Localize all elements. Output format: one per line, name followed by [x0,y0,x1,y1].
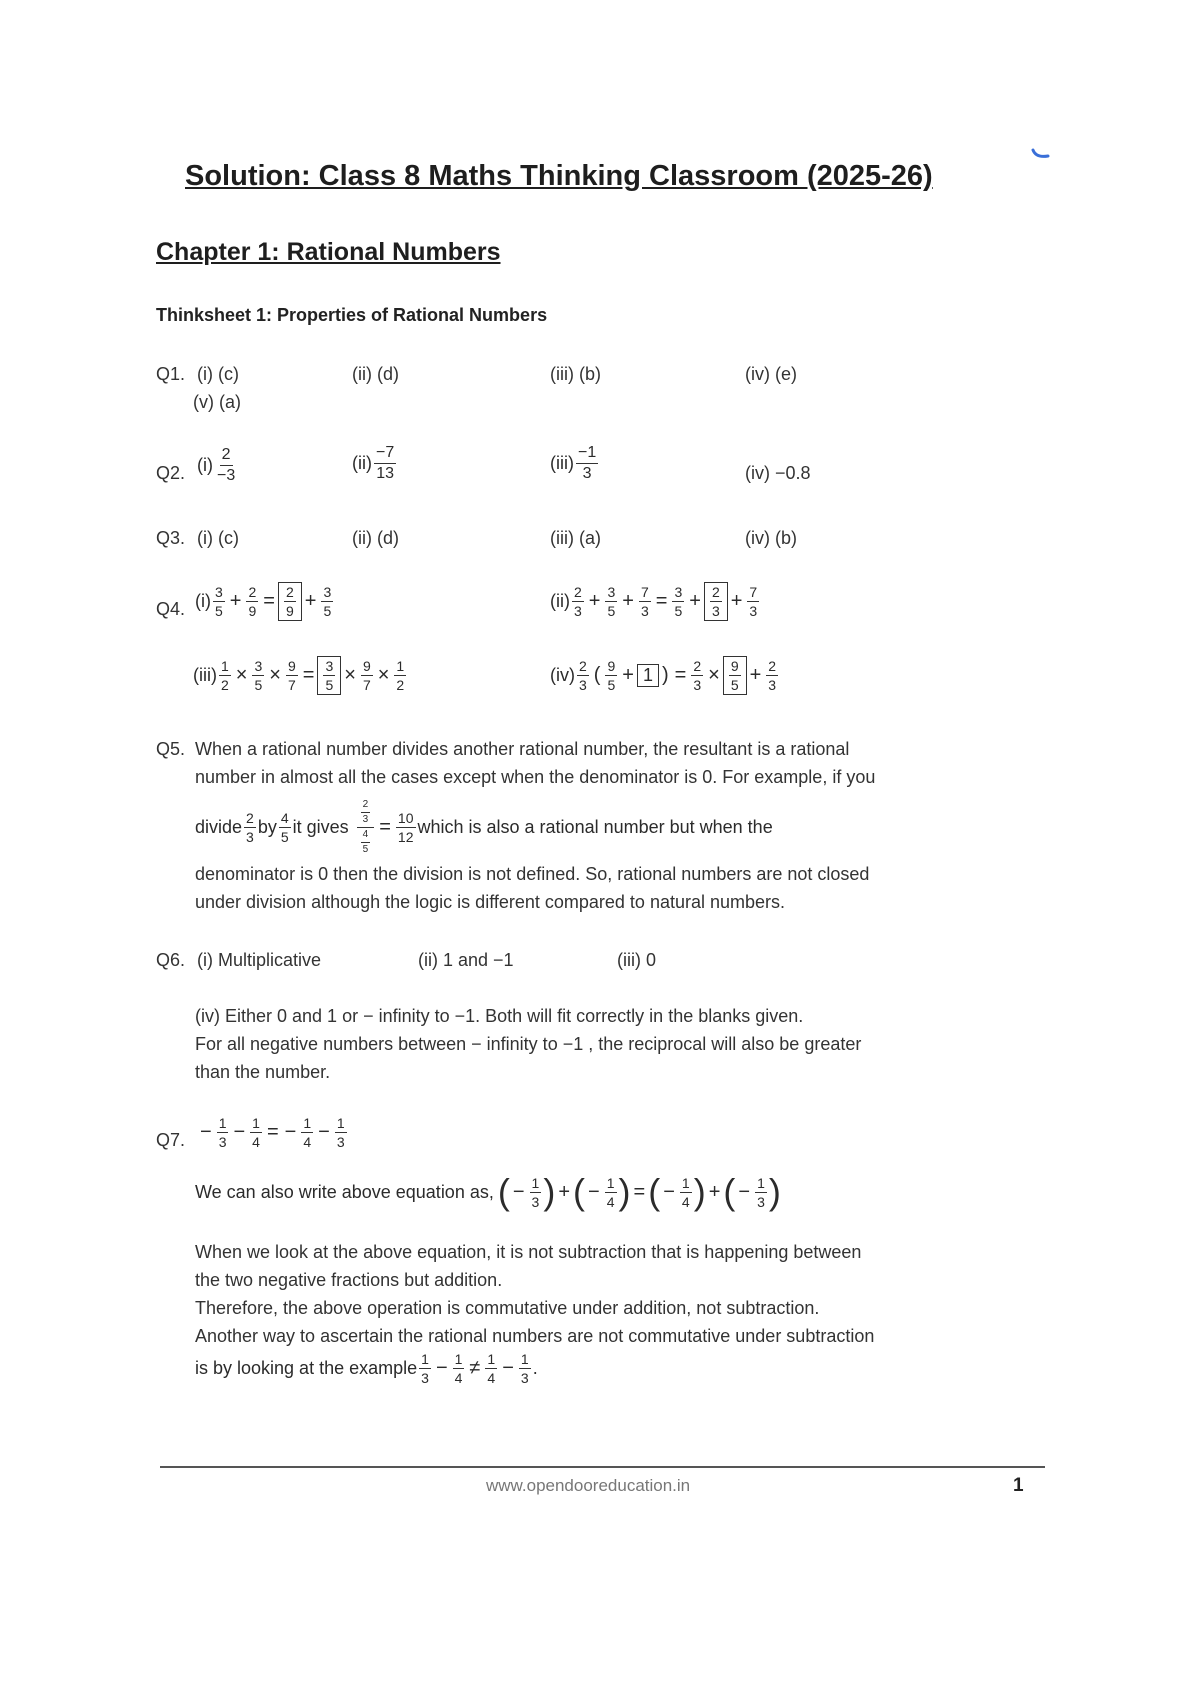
q4-ii-answer-box: $\frac{2}{3}$ [704,582,728,621]
q2-ii-fraction: $\frac{-7}{13}$ [376,444,395,482]
q4-answer-iv: (iv) $\frac{2}{3}$ ( $\frac{9}{5}$ + 1 ) = $\frac{2}{3}$ × $\frac{9}{5}$ + $\frac{2}{3}$ [550,658,777,693]
q7-line-4: Another way to ascertain the rational numbers are not commutative under subtraction [195,1326,875,1346]
q3-answer-i: (i) (c) [197,528,239,548]
q2-iii-fraction: $\frac{-1}{3}$ [578,444,597,482]
q2-answer-iii [550,445,600,482]
footer-divider [160,1466,1045,1468]
q2-ii-label: (ii) [352,453,372,473]
q1-answer-i: (i) (c) [197,364,239,384]
q6-label: Q6. [156,950,186,970]
q2-answer-ii [352,445,398,482]
q4-i-answer-box: $\frac{2}{9}$ [278,582,302,621]
q3-answer-iii: (iii) (a) [550,528,601,548]
q1-label: Q1. [156,364,186,384]
q2-iii-label: (iii) [550,453,574,473]
q6-line-2: For all negative numbers between − infinity to −1 , the reciprocal will also be greater [195,1034,862,1054]
q2-answer-i [197,447,239,484]
q1-answer-iv: (iv) (e) [745,364,797,384]
q2-i-label: (i) [197,455,213,475]
q5-line-1: When a rational number divides another rational number, the resultant is a rational [195,739,850,759]
q4-answer-ii: (ii) $\frac{2}{3}$ + $\frac{3}{5}$ + $\frac{7}{3}$ = $\frac{3}{5}$ + $\frac{2}{3}$ + $\frac{7}{3}$ [550,584,758,619]
q4-label: Q4. [156,599,186,619]
q5-line-3: divide $\frac{2}{3}$ by $\frac{4}{5}$ it gives $\frac{\frac{2}{3}}{\frac{4}{5}}$ = $\frac{10}{12}$ which is also a rational number but when the [195,799,773,855]
q3-answer-ii: (ii) (d) [352,528,399,548]
q1-answer-iii: (iii) (b) [550,364,601,384]
q7-label: Q7. [156,1130,186,1150]
page-number: 1 [1013,1475,1024,1496]
chapter-heading: Chapter 1: Rational Numbers [156,238,501,266]
page-title: Solution: Class 8 Maths Thinking Classroom (2025-26) [185,160,933,192]
q1-answer-ii: (ii) (d) [352,364,399,384]
q7-line-5: is by looking at the example $\frac{1}{3}$ − $\frac{1}{4}$ ≠ $\frac{1}{4}$ − $\frac{1}{3}$ . [195,1351,538,1386]
q7-line-1: When we look at the above equation, it is not subtraction that is happening between [195,1242,862,1262]
q5-complex-fraction: $\frac{\frac{2}{3}}{\frac{4}{5}}$ [357,800,375,855]
q5-line-4: denominator is 0 then the division is not defined. So, rational numbers are not closed [195,864,870,884]
footer-url: www.opendooreducation.in [486,1476,691,1495]
q6-answer-iii: (iii) 0 [617,950,656,970]
q3-answer-iv: (iv) (b) [745,528,797,548]
q4-iv-answer-box-one: 1 [637,664,659,687]
q1-answer-v: (v) (a) [193,392,241,412]
q6-line-1: (iv) Either 0 and 1 or − infinity to −1. Both will fit correctly in the blanks given. [195,1006,804,1026]
thinksheet-heading: Thinksheet 1: Properties of Rational Numbers [156,305,548,325]
q6-answer-ii: (ii) 1 and −1 [418,950,514,970]
q4-iii-answer-box: $\frac{3}{5}$ [317,656,341,695]
q6-line-3: than the number. [195,1062,331,1082]
q2-i-fraction: $\frac{2}{-3}$ [217,446,236,484]
q7-alt-equation: We can also write above equation as, ( − $\frac{1}{3}$ ) + ( − $\frac{1}{4}$ ) = ( − $\frac{1}{4}$ ) + ( − $\frac{1}{3}$ ) [195,1171,781,1212]
q6-answer-i: (i) Multiplicative [197,950,322,970]
q2-label: Q2. [156,463,186,483]
q5-line-5: under division although the logic is different compared to natural numbers. [195,892,786,912]
q7-line-2: the two negative fractions but addition. [195,1270,503,1290]
q3-label: Q3. [156,528,186,548]
q5-label: Q5. [156,739,186,759]
q4-answer-iii: (iii) $\frac{1}{2}$ × $\frac{3}{5}$ × $\frac{9}{7}$ = $\frac{3}{5}$ × $\frac{9}{7}$ × $\frac{1}{2}$ [193,658,405,693]
q4-answer-i: (i) $\frac{3}{5}$ + $\frac{2}{9}$ = $\frac{2}{9}$ + $\frac{3}{5}$ [195,584,332,619]
corner-mark-icon [1030,140,1056,166]
q2-answer-iv: (iv) −0.8 [745,463,811,483]
q7-equation: − $\frac{1}{3}$ − $\frac{1}{4}$ = − $\frac{1}{4}$ − $\frac{1}{3}$ [200,1115,345,1150]
q7-line-3: Therefore, the above operation is commutative under addition, not subtraction. [195,1298,820,1318]
q5-line-2: number in almost all the cases except when the denominator is 0. For example, if you [195,767,876,787]
q4-iv-answer-box: $\frac{9}{5}$ [723,656,747,695]
